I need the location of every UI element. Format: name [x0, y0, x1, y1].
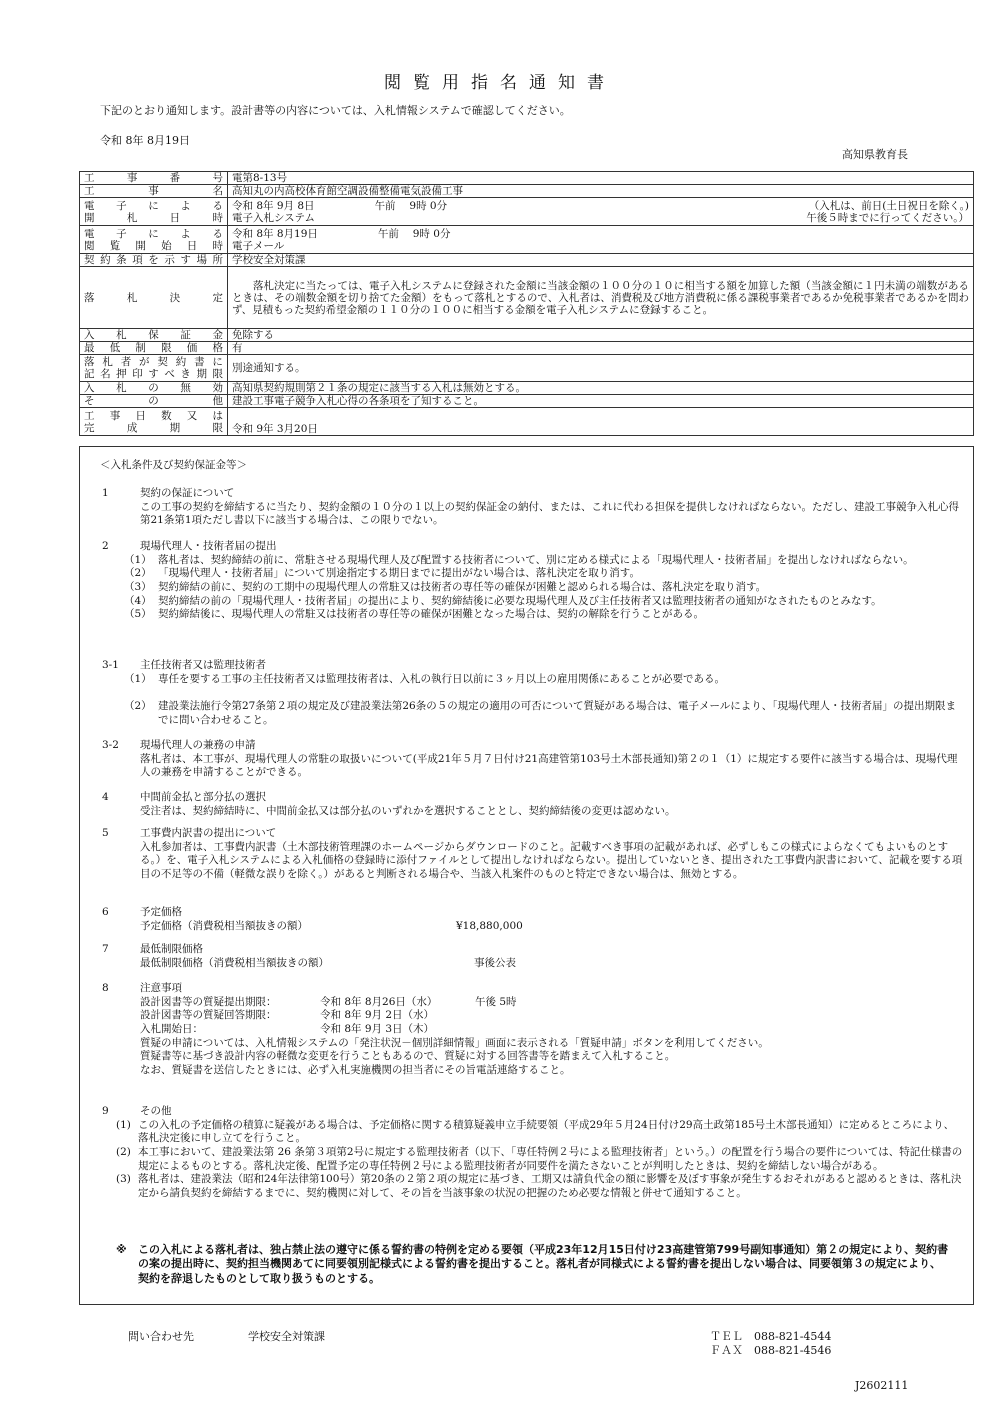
label-text: 工 事 番 号 — [84, 172, 223, 184]
label-text: 電 子 に よ る — [84, 199, 223, 212]
list-item — [124, 567, 963, 581]
label-text: 工 事 名 — [84, 185, 223, 197]
list-item — [124, 608, 963, 622]
value-etsuran — [228, 226, 974, 254]
item-text: 契約締結の前に、契約の工期中の現場代理人の常駐又は技術者の専任等の確保が困難と認められる場合は、落札決定を取り消す。 — [158, 580, 767, 593]
label-kanseiki — [80, 408, 228, 436]
section-body: 落札者は、本工事が、現場代理人の常駐の取扱いについて(平成21年５月７日付け21高建管第103号土木部長通知)第２の１（1）に規定する要件に該当する場合は、現場代理人の兼務を申請することができる。 — [140, 752, 958, 779]
item-key: (2) — [116, 1145, 131, 1158]
value-koji-bango: 電第8-13号 — [228, 172, 974, 185]
kaisatsu-date: 令和 8年 9月 8日 — [232, 199, 315, 212]
issuer: 高知県教育長 — [842, 148, 908, 161]
etsuran-date: 令和 8年 8月19日 — [232, 227, 318, 240]
label-text: 落 札 者 が 契 約 書 に — [84, 356, 223, 368]
section-title: 契約の保証について — [140, 487, 235, 499]
section-7: 7 最低制限価格 最低制限価格（消費税相当額抜きの額） 事後公表 — [80, 943, 973, 970]
contact-fax: ＦＡＸ 088-821-4546 — [710, 1344, 832, 1357]
section-title: 最低制限価格 — [140, 943, 203, 955]
label-keiyaku-basho — [80, 254, 228, 267]
value-koji-mei: 高知丸の内高校体育館空調設備整備電気設備工事 — [228, 185, 974, 198]
item-text: 本工事において、建設業法第 26 条第３項第2号に規定する監理技術者（以下、「専任特例２号による監理技術者」という。）の配置を行う場合の要件については、特記仕様書の規定によるものとする。落札決定後、配置予定の専任特例２号による監理技術者が同要件を満たさないことが判明したときは、契約を締結しない場合がある。 — [138, 1145, 963, 1172]
item-key: (3) — [116, 1173, 131, 1186]
list-item — [116, 1119, 963, 1146]
value-keiyaku-basho: 学校安全対策課 — [228, 254, 974, 267]
schedule-rows — [140, 996, 963, 1037]
intro-text: 下記のとおり通知します。設計書等の内容については、入札情報システムで確認してください。 — [100, 104, 571, 117]
label-text: 最 低 制 限 価 格 — [84, 342, 223, 354]
row-kanseiki — [80, 408, 974, 436]
label-hosho — [80, 329, 228, 342]
schedule-label: 設計図書等の質疑提出期限： — [140, 995, 277, 1008]
section-body: 受注者は、契約締結時に、中間前金払又は部分払のいずれかを選択することとし、契約締結後の変更は認めない。 — [140, 804, 676, 817]
item-text: 落札者は、契約締結の前に、常駐させる現場代理人及び配置する技術者について、別に定める様式による「現場代理人・技術者届」を提出しなければならない。 — [158, 553, 914, 566]
item-text: 契約締結の前の「現場代理人・技術者届」の提出により、契約締結後に必要な現場代理人及び主任技術者又は監理技術者の通知がなされたものとみなす。 — [158, 594, 882, 607]
label-text: 契 約 条 項 を 示 す 場 所 — [84, 254, 223, 266]
notice-mark: ※ — [116, 1243, 127, 1256]
label-text: 電 子 に よ る — [84, 227, 223, 240]
schedule-row — [140, 996, 963, 1010]
kaisatsu-note1: （入札は、前日(土日祝日を除く。) — [808, 199, 969, 212]
list-item — [124, 554, 963, 568]
notice-block — [80, 1243, 973, 1286]
note-line: なお、質疑書を送信したときには、必ず入札実施機関の担当者にその旨電話連絡すること。 — [140, 1063, 571, 1076]
section-items — [124, 554, 963, 622]
row-kimei — [80, 355, 974, 382]
label-text: 記 名 押 印 す べ き 期 限 — [84, 368, 223, 380]
item-key: （2） — [124, 567, 152, 580]
section-items — [116, 1119, 963, 1201]
contact-dept: 学校安全対策課 — [248, 1330, 325, 1343]
section-3-1: 3-1 主任技術者又は監理技術者 （1） 専任を要する工事の主任技術者又は監理技術者は、入札の執行日以前に３ヶ月以上の雇用関係にあることが必要である。 （2） 建設業法施行令第27条第２項の規定及び建設業法第26条の５の規定の適用の可否について質疑がある場合は、電子メールにより、「現場代理人・技術者届」の提出期限までに問い合わせること。 — [80, 659, 973, 728]
contact-label: 問い合わせ先 — [128, 1330, 194, 1343]
section-title: 予定価格 — [140, 906, 182, 918]
value-kaisatsu — [228, 198, 974, 226]
section-title: 注意事項 — [140, 982, 182, 994]
value-rakusatsu — [228, 267, 974, 329]
row-koji-bango — [80, 172, 974, 185]
schedule-label: 設計図書等の質疑回答期限： — [140, 1009, 277, 1022]
value-mukou: 高知県契約規則第２１条の規定に該当する入札は無効とする。 — [228, 382, 974, 395]
kaisatsu-note2: 午後５時までに行ってください。） — [806, 211, 969, 224]
section-body: この工事の契約を締結するに当たり、契約金額の１０分の１以上の契約保証金の納付、または、これに代わる担保を提供しなければならない。ただし、建設工事競争入札心得第21条第1項ただし書以下に該当する場合は、この限りでない。 — [140, 500, 959, 527]
row-rakusatsu — [80, 267, 974, 329]
section-3-2: 3-2 現場代理人の兼務の申請 落札者は、本工事が、現場代理人の常駐の取扱いについて(平成21年５月７日付け21高建管第103号土木部長通知)第２の１（1）に規定する要件に該当する場合は、現場代理人の兼務を申請することができる。 — [80, 739, 973, 780]
list-item — [124, 595, 963, 609]
schedule-date: 令和 8年 9月 3日（木） — [320, 1022, 435, 1035]
label-text: 完 成 期 限 — [84, 421, 223, 434]
section-body: 入札参加者は、工事費内訳書（土木部技術管理課のホームページからダウンロードのこと。記載すべき事項の記載があれば、必ずしもこの様式によらなくてもよいものとする。）を、電子入札システムによる入札価格の登録時に添付ファイルとして提出しなければならない。提出していないとき、提出された工事費内訳書において、記載を要する項目の不足等の不備（軽微な誤りを除く。）があると判断される場合や、当該入札案件のものと特定できない場合は、無効とする。 — [140, 840, 963, 880]
min-price-value: 事後公表 — [474, 956, 516, 969]
section-5: 5 工事費内訳書の提出について 入札参加者は、工事費内訳書（土木部技術管理課のホームページからダウンロードのこと。記載すべき事項の記載があれば、必ずしもこの様式によらなくてもよいものとする。）を、電子入札システムによる入札価格の登録時に添付ファイルとして提出しなければならない。提出していないとき、提出された工事費内訳書において、記載を要する項目の不足等の不備（軽微な誤りを除く。）があると判断される場合や、当該入札案件のものと特定できない場合は、無効とする。 — [102, 827, 963, 880]
schedule-row — [140, 1009, 963, 1023]
label-koji-mei — [80, 185, 228, 198]
section-title: 現場代理人の兼務の申請 — [140, 739, 256, 751]
value-kimei: 別途通知する。 — [228, 355, 974, 382]
value-hosho: 免除する — [228, 329, 974, 342]
label-etsuran — [80, 226, 228, 254]
page-title: 閲覧用指名通知書 — [384, 73, 616, 93]
document-number: J2602111 — [855, 1379, 909, 1392]
row-saitei — [80, 342, 974, 355]
item-key: （4） — [124, 594, 152, 607]
schedule-row — [140, 1023, 963, 1037]
row-kaisatsu — [80, 198, 974, 226]
notice-date: 令和 8年 8月19日 — [100, 134, 190, 147]
notice-text: この入札による落札者は、独占禁止法の遵守に係る誓約書の特例を定める要領（平成23年12月15日付け23高建管第799号副知事通知）第２の規定により、契約書の案の提出時に、契約担当機関あてに同要領別記様式による誓約書を提出すること。落札者が同様式による誓約書を提出しない場合は、同要領第３の規定により、契約を辞退したものとして取り扱うものとする。 — [138, 1243, 949, 1285]
price-label: 予定価格（消費税相当額抜きの額） — [140, 919, 308, 932]
item-text: 落札者は、建設業法（昭和24年法律第100号）第20条の２第２項の規定に基づき、工期又は請負代金の額に影響を及ぼす事象が発生するおそれがあると認めるときは、落札決定から請負契約を締結するまでに、契約機関に対して、その旨を当該事象の状況の把握のため必要な情報と併せて通知すること。 — [138, 1173, 962, 1199]
item-text: 「現場代理人・技術者届」について別途指定する期日までに提出がない場合は、落札決定を取り消す。 — [158, 567, 640, 580]
label-text: 開 札 日 時 — [84, 211, 223, 224]
section-2: 2 現場代理人・技術者届の提出 （1） 落札者は、契約締結の前に、常駐させる現場代理人及び配置する技術者について、別に定める様式による「現場代理人・技術者届」を提出しなければならない。 （2） 「現場代理人・技術者届」について別途指定する期日までに提出がない場合は、落札決定を取り消す。 （3） 契約締結の前に、契約の工期中の現場代理人の常駐又は技術者の専任等の確保が困難と認められる場合は、落札決定を取り消す。 （4） 契約締結の前の「現場代理人・技術者届」の提出により、契約締結後に必要な現場代理人及び主任技術者又は監理技術者の通知がなされたものとみなす。 （5） 契約締結後に、現場代理人の常駐又は技術者の専任等の確保が困難となった場合は、契約の解除を行うことがある。 — [80, 540, 973, 622]
section-9: 9 その他 (1) この入札の予定価格の積算に疑義がある場合は、予定価格に関する積算疑義申立手続要領（平成29年５月24日付け29高土政第185号土木部長通知）に定めるところにより、落札決定後に申し立てを行うこと。 (2) 本工事において、建設業法第 26 条第３項第2号に規定する監理技術者（以下、「専任特例２号による監理技術者」という。）の配置を行う場合の要件については、特記仕様書の規定によるものとする。落札決定後、配置予定の専任特例２号による監理技術者が同要件を満たさないことが判明したときは、契約を締結しない場合がある。 (3) 落札者は、建設業法（昭和24年法律第100号）第20条の２第２項の規定に基づき、工期又は請負代金の額に影響を及ぼす事象が発生するおそれがあると認めるときは、落札決定から請負契約を締結するまでに、契約機関に対して、その旨を当該事象の状況の把握のため必要な情報と併せて通知すること。 — [102, 1105, 963, 1199]
schedule-date: 令和 8年 9月 2日（水） — [320, 1009, 435, 1022]
note-line: 質疑の申請については、入札情報システムの「発注状況－個別詳細情報」画面に表示される「質疑申請」ボタンを利用してください。 — [140, 1036, 769, 1049]
label-kaisatsu — [80, 198, 228, 226]
section-1: 1 契約の保証について この工事の契約を締結するに当たり、契約金額の１０分の１以上の契約保証金の納付、または、これに代わる担保を提供しなければならない。ただし、建設工事競争入札心得第21条第1項ただし書以下に該当する場合は、この限りでない。 — [80, 487, 973, 528]
schedule-date: 令和 8年 8月26日（水） — [320, 995, 438, 1008]
section-title: 中間前金払と部分払の選択 — [140, 791, 266, 803]
item-key: （1） — [124, 553, 152, 566]
etsuran-method: 電子メール — [232, 239, 285, 252]
value-kanseiki: 令和 9年 3月20日 — [228, 408, 974, 436]
section-title: 現場代理人・技術者届の提出 — [140, 540, 277, 552]
label-mukou — [80, 382, 228, 395]
label-text: そ の 他 — [84, 395, 223, 407]
section-items — [124, 673, 963, 728]
item-key: (1) — [116, 1118, 131, 1131]
conditions-heading: ＜入札条件及び契約保証金等＞ — [100, 459, 247, 471]
row-etsuran — [80, 226, 974, 254]
label-koji-bango — [80, 172, 228, 185]
conditions-box — [79, 446, 974, 1305]
row-koji-mei — [80, 185, 974, 198]
section-title: 主任技術者又は監理技術者 — [140, 659, 266, 671]
section-4: 4 中間前金払と部分払の選択 受注者は、契約締結時に、中間前金払又は部分払のいずれかを選択することとし、契約締結後の変更は認めない。 — [80, 791, 973, 818]
item-key: （5） — [124, 608, 152, 621]
price-value: ¥18,880,000 — [456, 919, 523, 932]
item-text: 契約締結後に、現場代理人の常駐又は技術者の専任等の確保が困難となった場合は、契約の解除を行うことがある。 — [158, 608, 704, 621]
note-line: 質疑書等に基づき設計内容の軽微な変更を行うこともあるので、質疑に対する回答書等を踏まえて入札すること。 — [140, 1050, 676, 1063]
contact-tel: ＴＥＬ 088-821-4544 — [710, 1330, 832, 1343]
value-sonota: 建設工事電子競争入札心得の各条項を了知すること。 — [228, 395, 974, 408]
rakusatsu-text: 落札決定に当たっては、電子入札システムに登録された金額に当該金額の１００分の１０に相当する額を加算した額（当該金額に１円未満の端数があるときは、その端数金額を切り捨てた金額）をもって落札とするので、入札者は、消費税及び地方消費税に係る課税事業者であるか免税事業者であるかを問わず、見積もった契約希望金額の１１０分の１００に相当する金額を電子入札システムに登録すること。 — [232, 279, 969, 316]
list-item — [116, 1146, 963, 1173]
list-item: （2） 建設業法施行令第27条第２項の規定及び建設業法第26条の５の規定の適用の可否について質疑がある場合は、電子メールにより、「現場代理人・技術者届」の提出期限までに問い合わせること。 — [124, 700, 957, 726]
label-text: 工 事 日 数 又 は — [84, 409, 223, 422]
info-table — [79, 171, 974, 436]
item-key: （3） — [124, 580, 152, 593]
min-price-label: 最低制限価格（消費税相当額抜きの額） — [140, 956, 329, 969]
label-kimei — [80, 355, 228, 382]
etsuran-time: 午前 9時 0分 — [377, 227, 451, 240]
label-text: 入 札 の 無 効 — [84, 382, 223, 394]
row-hosho — [80, 329, 974, 342]
item-text: この入札の予定価格の積算に疑義がある場合は、予定価格に関する積算疑義申立手続要領（平成29年５月24日付け29高土政第185号土木部長通知）に定めるところにより、落札決定後に申し立てを行うこと。 — [138, 1118, 955, 1145]
kaisatsu-time: 午前 9時 0分 — [374, 199, 448, 212]
section-8: 8 注意事項 設計図書等の質疑提出期限： 令和 8年 8月26日（水） 午後 5時 設計図書等の質疑回答期限： 令和 8年 9月 2日（水） 入札開始日： 令和 8年 9月 3日（木） 質疑の申請については、入札情報システムの「発注状況－個別詳細情報」画面に表示される「質疑申請」ボタンを利用してください。 質疑書等に基づき設計内容の軽微な変更を行うこともあるので、質疑に対する回答書等を踏まえて入札すること。 なお、質疑書を送信したときには、必ず入札実施機関の担当者にその旨電話連絡すること。 — [80, 982, 973, 1077]
schedule-time: 午後 5時 — [475, 995, 517, 1008]
label-text: 落 札 決 定 — [84, 291, 223, 304]
label-text: 入 札 保 証 金 — [84, 329, 223, 341]
section-title: 工事費内訳書の提出について — [140, 827, 277, 839]
notes-lines — [140, 1037, 963, 1078]
row-mukou — [80, 382, 974, 395]
label-rakusatsu — [80, 267, 228, 329]
kaisatsu-method: 電子入札システム — [232, 211, 315, 224]
section-6: 6 予定価格 予定価格（消費税相当額抜きの額） ¥18,880,000 — [80, 906, 973, 933]
value-saitei: 有 — [228, 342, 974, 355]
label-sonota — [80, 395, 228, 408]
section-title: その他 — [140, 1105, 172, 1117]
list-item: （1） 専任を要する工事の主任技術者又は監理技術者は、入札の執行日以前に３ヶ月以上の雇用関係にあることが必要である。 — [124, 672, 725, 685]
row-keiyaku-basho — [80, 254, 974, 267]
list-item — [124, 581, 963, 595]
label-text: 閲 覧 開 始 日 時 — [84, 239, 223, 252]
label-saitei — [80, 342, 228, 355]
list-item — [116, 1173, 963, 1200]
row-sonota — [80, 395, 974, 408]
schedule-label: 入札開始日： — [140, 1022, 203, 1035]
